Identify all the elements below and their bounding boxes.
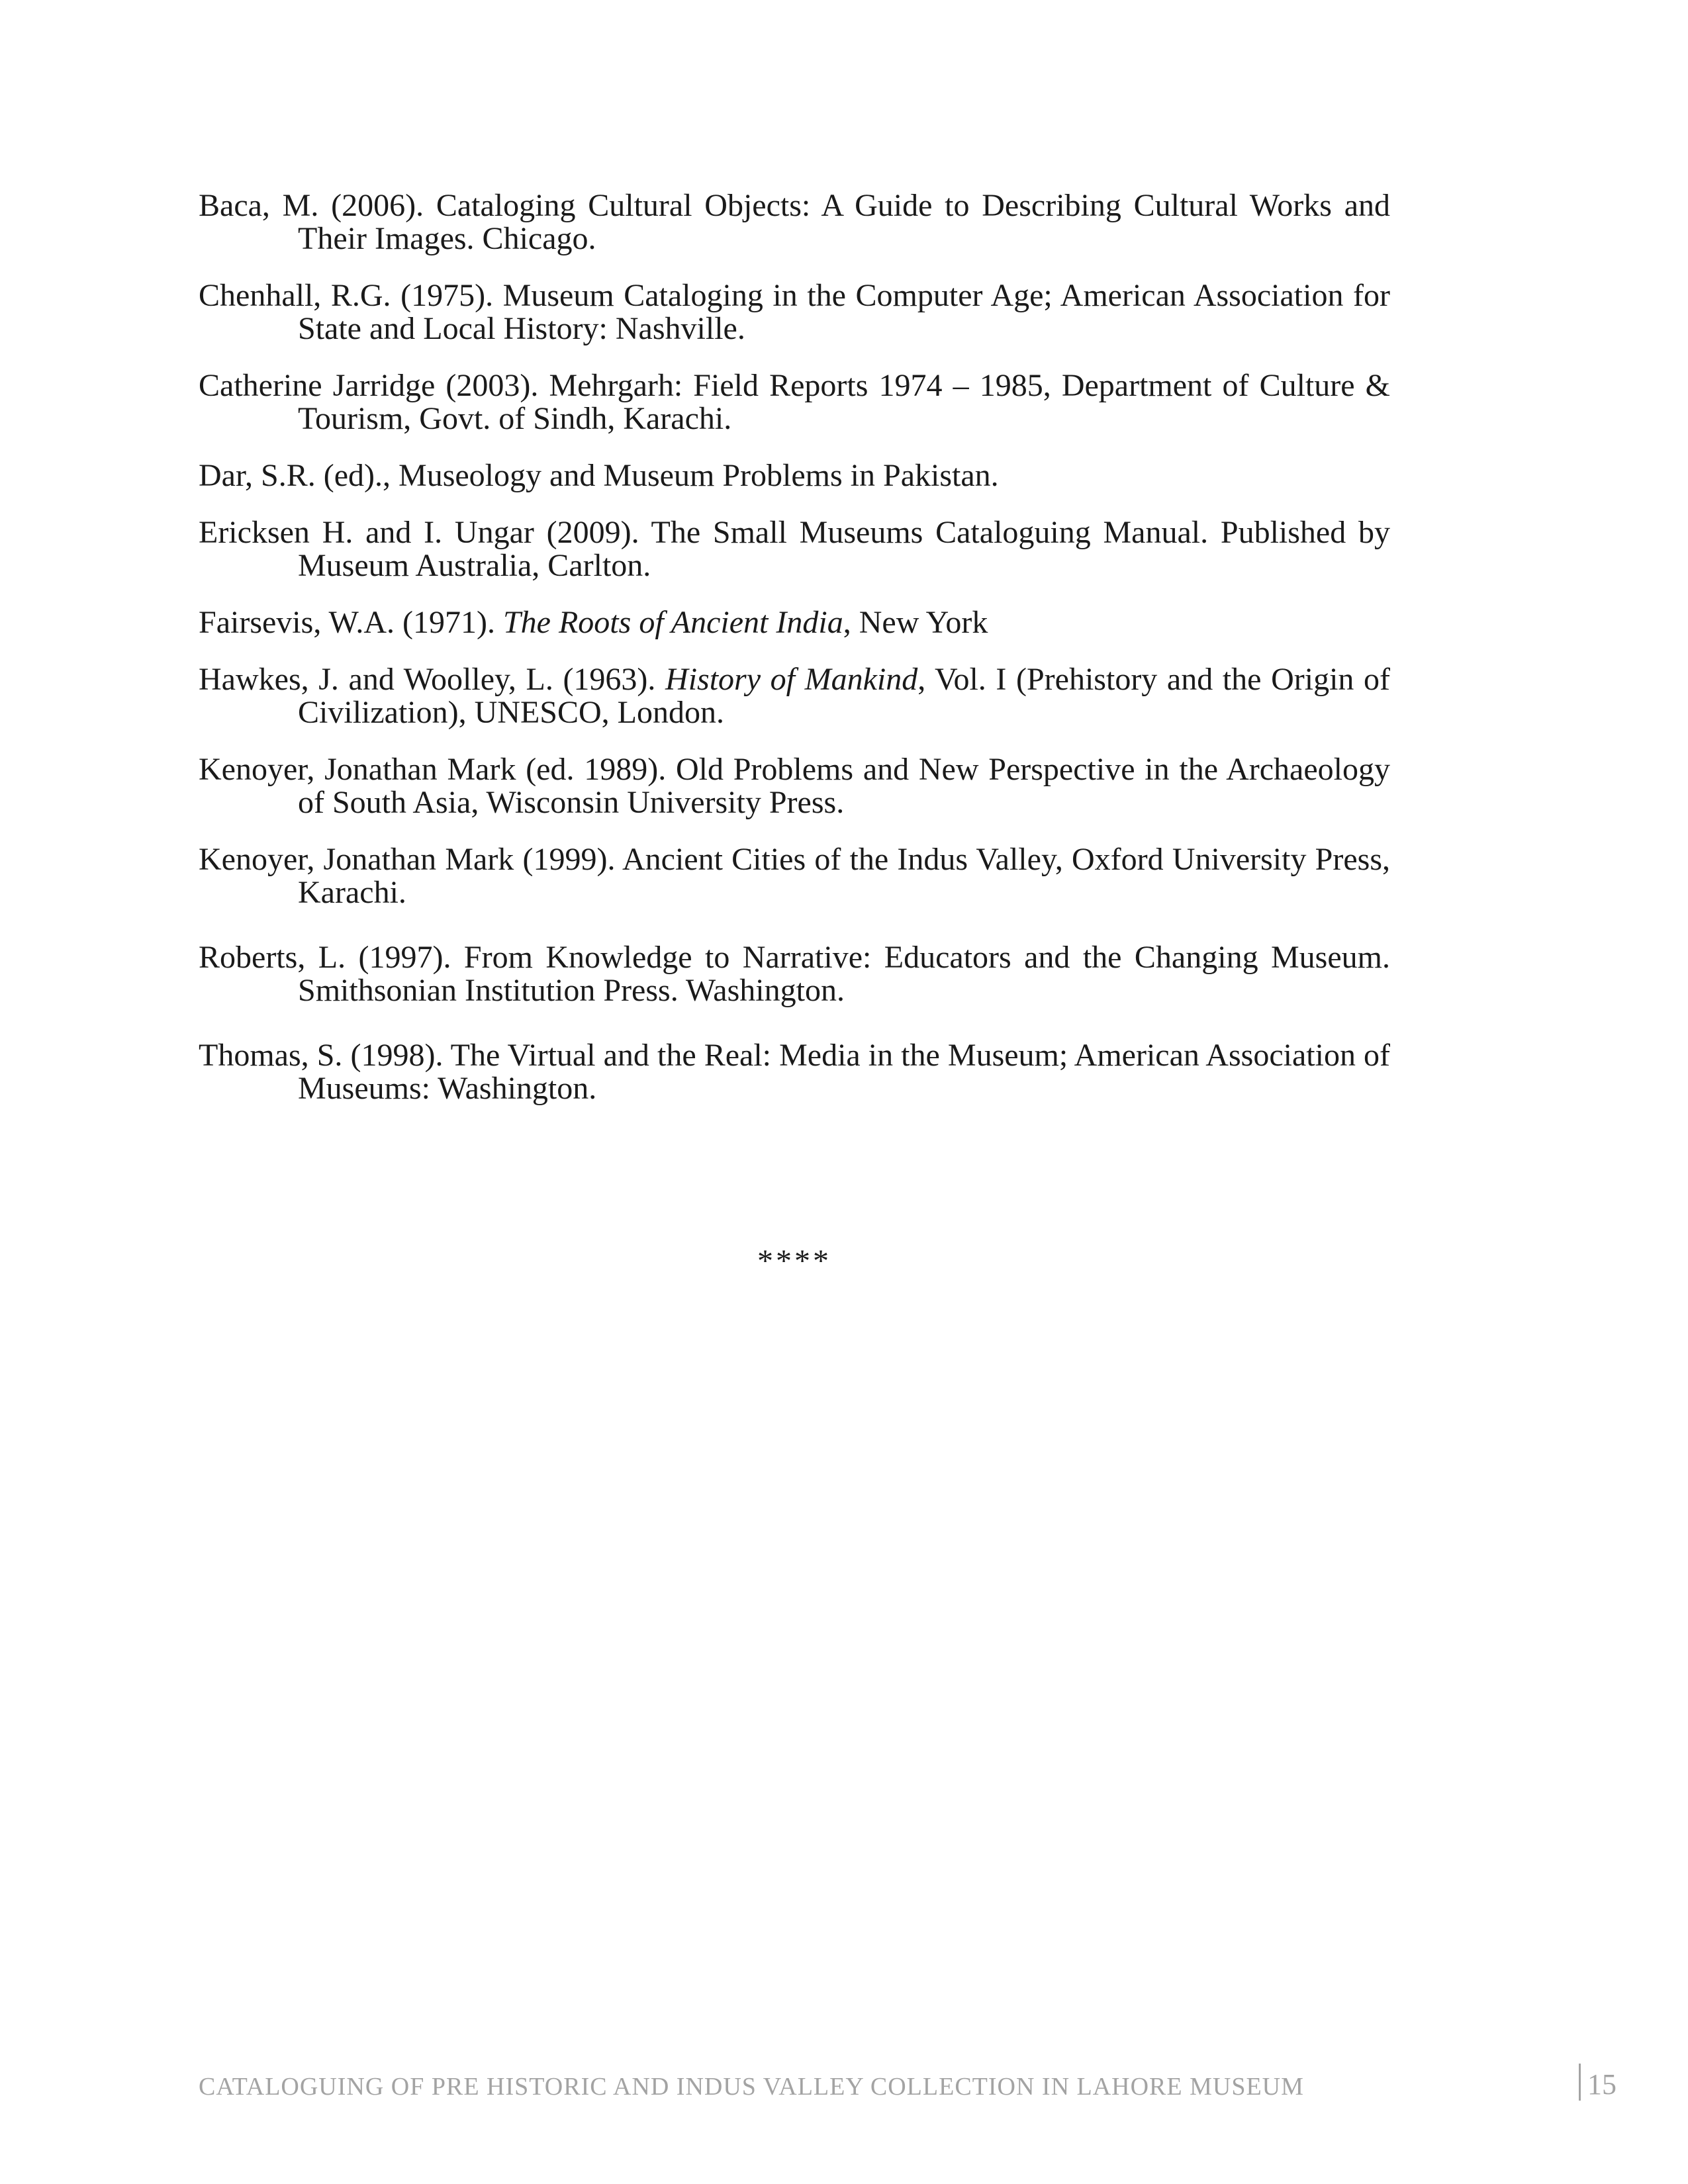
reference-entry (199, 606, 1390, 639)
reference-entry: Kenoyer, Jonathan Mark (1999). Ancient Cities of the Indus Valley, Oxford University Press, Karachi. (199, 842, 1390, 910)
reference-list (199, 189, 1390, 1129)
reference-entry: Catherine Jarridge (2003). Mehrgarh: Field Reports 1974 – 1985, Department of Culture & Tourism, Govt. of Sindh, Karachi. (199, 368, 1390, 436)
reference-entry: Roberts, L. (1997). From Knowledge to Narrative: Educators and the Changing Museum. Smithsonian Institution Press. Washington. (199, 940, 1390, 1008)
reference-entry: Kenoyer, Jonathan Mark (ed. 1989). Old Problems and New Perspective in the Archaeology of South Asia, Wisconsin University Press. (199, 752, 1390, 820)
reference-title-italic: The Roots of Ancient India (502, 605, 843, 640)
reference-text: Hawkes, J. and Woolley, L. (1963). (199, 662, 666, 697)
footer-divider (1579, 2064, 1581, 2101)
reference-entry: Thomas, S. (1998). The Virtual and the Real: Media in the Museum; American Association of Museums: Washington. (199, 1038, 1390, 1106)
reference-text: Fairsevis, W.A. (1971). (199, 605, 503, 640)
page-number: 15 (1587, 2068, 1617, 2101)
reference-text: , Vol. I (Prehistory and the Origin of Civilization), UNESCO, London. (298, 662, 1391, 730)
reference-entry: Baca, M. (2006). Cataloging Cultural Objects: A Guide to Describing Cultural Works and Their Images. Chicago. (199, 188, 1390, 256)
reference-entry: Ericksen H. and I. Ungar (2009). The Small Museums Cataloguing Manual. Published by Museum Australia, Carlton. (199, 515, 1390, 583)
reference-entry (199, 663, 1390, 729)
reference-entry: Dar, S.R. (ed)., Museology and Museum Problems in Pakistan. (199, 458, 999, 493)
reference-title-italic: History of Mankind (665, 662, 918, 697)
section-separator: **** (757, 1244, 831, 1279)
reference-entry: Chenhall, R.G. (1975). Museum Cataloging in the Computer Age; American Association for State and Local History: Nashville. (199, 278, 1390, 346)
reference-text: , New York (843, 605, 988, 640)
running-footer-title: CATALOGUING OF PRE HISTORIC AND INDUS VALLEY COLLECTION IN LAHORE MUSEUM (199, 2073, 1304, 2101)
